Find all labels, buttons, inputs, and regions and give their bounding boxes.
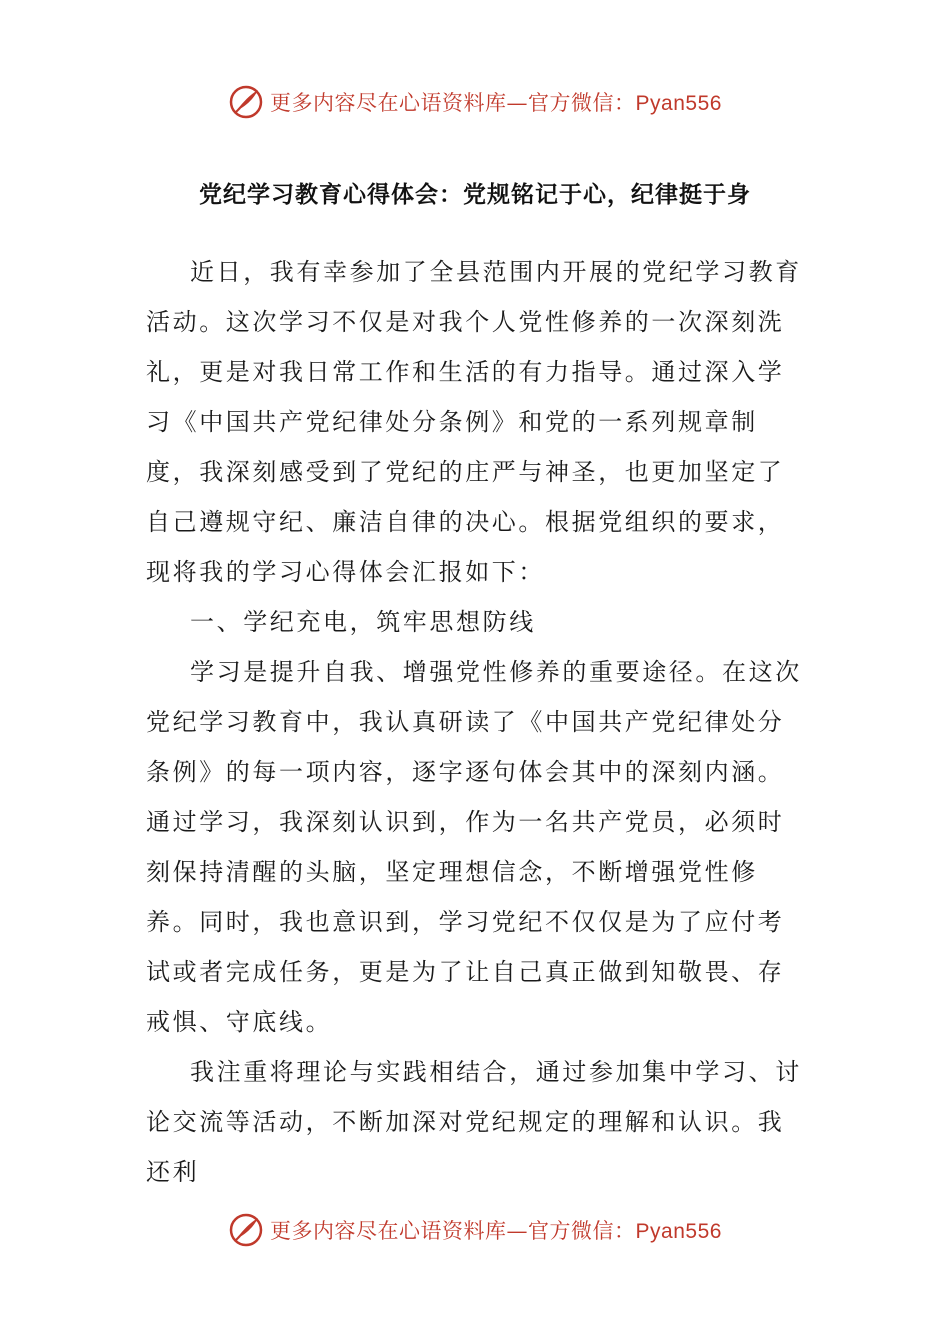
quill-logo-icon (228, 84, 264, 120)
watermark-wechat: 官方微信：Pyan556 (528, 92, 722, 115)
quill-logo-icon (228, 1212, 264, 1248)
paragraph: 学习是提升自我、增强党性修养的重要途径。在这次党纪学习教育中，我认真研读了《中国共产党纪律处分条例》的每一项内容，逐字逐句体会其中的深刻内涵。通过学习，我深刻认识到，作为一名共产党员，必须时刻保持清醒的头脑，坚定理想信念，不断增强党性修养。同时，我也意识到，学习党纪不仅仅是为了应付考试或者完成任务，更是为了让自己真正做到知敬畏、存戒惧、守底线。 (146, 658, 802, 1036)
paragraph: 近日，我有幸参加了全县范围内开展的党纪学习教育活动。这次学习不仅是对我个人党性修养的一次深刻洗礼，更是对我日常工作和生活的有力指导。通过深入学习《中国共产党纪律处分条例》和党的一系列规章制度，我深刻感受到了党纪的庄严与神圣，也更加坚定了自己遵规守纪、廉洁自律的决心。根据党组织的要求，现将我的学习心得体会汇报如下： (146, 258, 802, 586)
section-heading: 一、学纪充电，筑牢思想防线 (190, 608, 536, 636)
watermark-brand: 更多内容尽在心语资料库— (270, 91, 529, 115)
paragraph: 我注重将理论与实践相结合，通过参加集中学习、讨论交流等活动，不断加深对党纪规定的理解和认识。我还利 (146, 1058, 802, 1186)
document-body (146, 247, 806, 1197)
footer-watermark (0, 1210, 950, 1250)
watermark-brand: 更多内容尽在心语资料库— (270, 1219, 529, 1243)
watermark-wechat: 官方微信：Pyan556 (528, 1220, 722, 1243)
document-title: 党纪学习教育心得体会：党规铭记于心，纪律挺于身 (199, 182, 751, 208)
header-watermark (0, 82, 950, 122)
